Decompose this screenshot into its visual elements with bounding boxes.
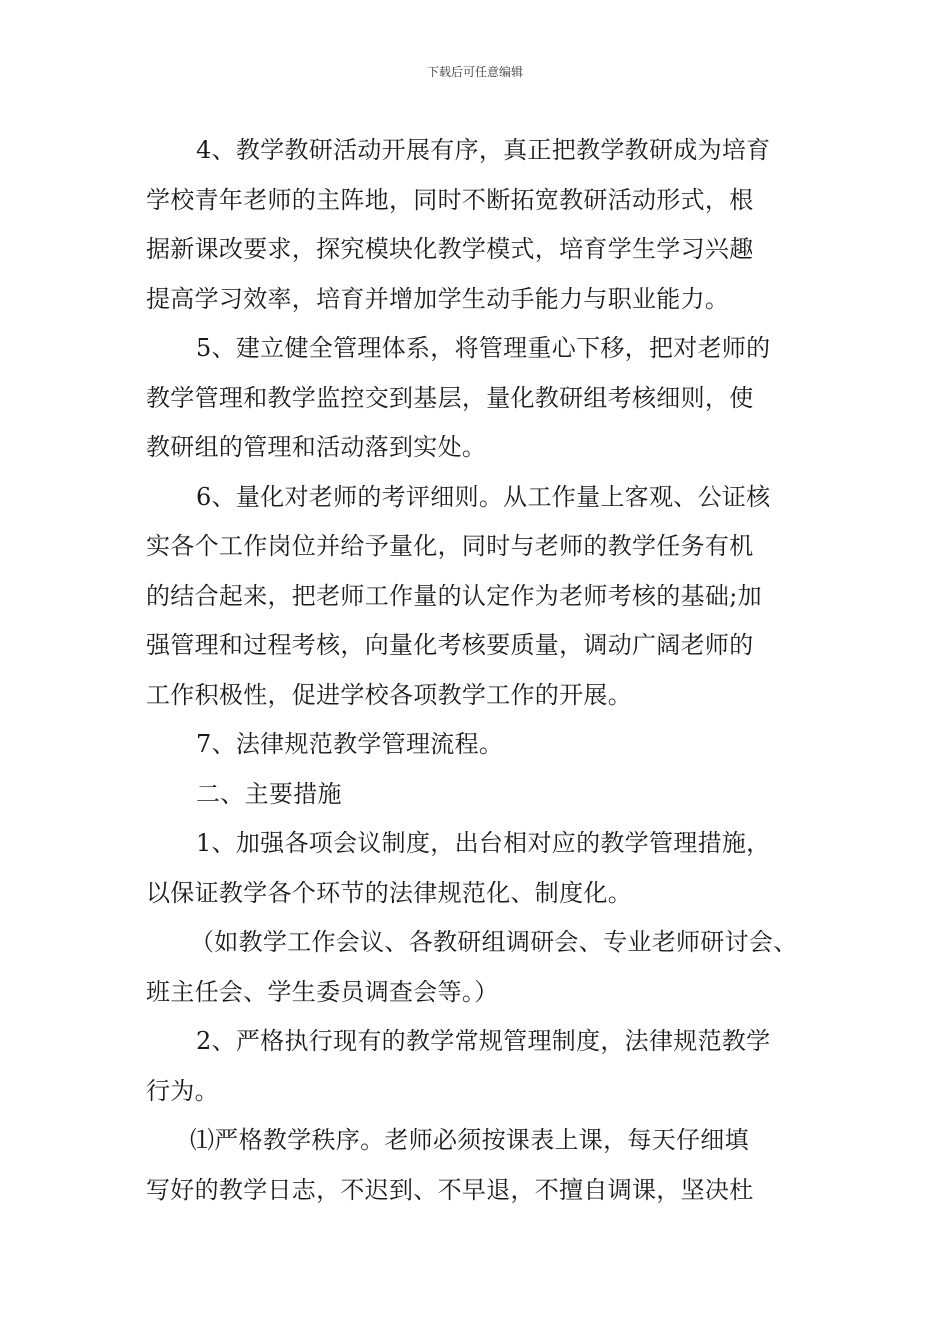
paragraph-line: 强管理和过程考核，向量化考核要质量，调动广阔老师的 (146, 631, 754, 659)
paragraph-line: 5、建立健全管理体系，将管理重心下移，把对老师的 (196, 334, 771, 362)
paragraph-line: 提高学习效率，培育并增加学生动手能力与职业能力。 (146, 284, 730, 313)
paragraph-line: （如教学工作会议、各教研组调研会、专业老师研讨会、 (190, 928, 798, 956)
paragraph-line: 教研组的管理和活动落到实处。 (146, 433, 487, 461)
paragraph-line: 6、量化对老师的考评细则。从工作量上客观、公证核 (196, 482, 771, 511)
paragraph-line: 教学管理和教学监控交到基层，量化教研组考核细则，使 (146, 383, 754, 412)
paragraph-line: 以保证教学各个环节的法律规范化、制度化。 (146, 878, 632, 907)
paragraph-line: 据新课改要求，探究模块化教学模式，培育学生学习兴趣 (146, 235, 754, 263)
paragraph-line: 工作积极性，促进学校各项教学工作的开展。 (146, 680, 632, 709)
paragraph-line: 写好的教学日志，不迟到、不早退，不擅自调课，坚决杜 (146, 1175, 754, 1204)
paragraph-line: 7、法律规范教学管理流程。 (196, 730, 504, 758)
paragraph-line: 2、严格执行现有的教学常规管理制度，法律规范教学 (196, 1027, 771, 1055)
paragraph-line: 1、加强各项会议制度，出台相对应的教学管理措施， (196, 829, 771, 857)
document-body (146, 126, 836, 1215)
paragraph-line: 行为。 (146, 1076, 219, 1105)
paragraph-line: 实各个工作岗位并给予量化，同时与老师的教学任务有机 (146, 532, 754, 560)
paragraph-line: 4、教学教研活动开展有序，真正把教学教研成为培育 (196, 136, 771, 164)
section-heading: 二、主要措施 (196, 779, 342, 808)
paragraph-line: 的结合起来，把老师工作量的认定作为老师考核的基础;加 (146, 581, 762, 610)
paragraph-line: 学校青年老师的主阵地，同时不断拓宽教研活动形式，根 (146, 185, 754, 214)
paragraph-line: 班主任会、学生委员调查会等。） (146, 977, 499, 1006)
paragraph-line: ⑴严格教学秩序。老师必须按课表上课，每天仔细填 (190, 1126, 749, 1154)
page-header: 下载后可任意编辑 (426, 65, 523, 79)
